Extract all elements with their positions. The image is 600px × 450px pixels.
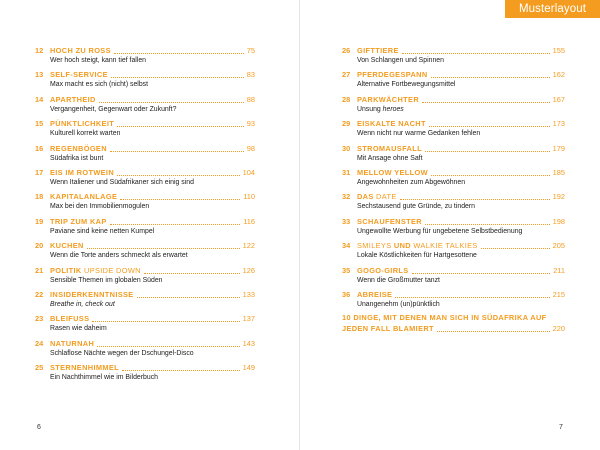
chapter-number: 17	[35, 167, 44, 177]
chapter-subtitle: Lokale Köstlichkeiten für Hartgesottene	[357, 252, 477, 260]
toc-entry[interactable]	[342, 45, 565, 69]
chapter-number: 20	[35, 241, 44, 251]
toc-entry[interactable]	[35, 216, 255, 240]
chapter-number: 26	[342, 46, 351, 55]
chapter-subtitle	[342, 105, 565, 114]
chapter-title: EIS IM ROTWEIN	[50, 167, 115, 177]
dot-leader	[431, 76, 550, 78]
special-title-line2: JEDEN FALL BLAMIERT	[342, 324, 434, 334]
page-ref: 122	[242, 241, 255, 251]
chapter-subtitle: Ungewollte Werbung für ungebetene Selbstbedienung	[357, 227, 523, 235]
toc-entry[interactable]	[35, 265, 255, 289]
chapter-subtitle: Max macht es sich (nicht) selbst	[50, 81, 149, 89]
chapter-number: 34	[342, 241, 351, 251]
chapter-number: 31	[342, 167, 351, 177]
chapter-number: 36	[342, 289, 351, 299]
page-ref: 137	[242, 314, 255, 324]
dot-leader	[110, 150, 244, 152]
chapter-title: GIFTTIERE	[357, 46, 399, 55]
dot-leader	[402, 52, 550, 54]
toc-entry[interactable]	[35, 313, 255, 337]
toc-entry[interactable]	[342, 240, 565, 264]
page-ref: 83	[246, 70, 255, 80]
chapter-number: 22	[35, 289, 44, 299]
toc-left-column	[35, 45, 255, 386]
page-ref: 198	[552, 216, 565, 226]
chapter-title: KUCHEN	[50, 241, 84, 251]
page-ref: 133	[242, 289, 255, 299]
chapter-title-bold: POLITIK	[50, 265, 82, 275]
chapter-number: 24	[35, 338, 44, 348]
dot-leader	[412, 272, 551, 274]
chapter-title-light: DATE	[373, 192, 397, 202]
toc-entry[interactable]	[35, 94, 255, 118]
chapter-title: SELF-SERVICE	[50, 70, 108, 80]
dot-leader	[400, 198, 550, 200]
chapter-number: 33	[342, 216, 351, 226]
page-ref: 155	[552, 46, 565, 55]
page-ref: 211	[553, 265, 565, 275]
page-gutter	[299, 0, 300, 450]
chapter-number: 16	[35, 143, 44, 153]
chapter-title: TRIP ZUM KAP	[50, 216, 107, 226]
chapter-subtitle: Von Schlangen und Spinnen	[357, 57, 444, 64]
chapter-title: APARTHEID	[50, 94, 96, 104]
page-ref: 205	[552, 241, 565, 251]
toc-entry-special[interactable]	[342, 313, 565, 349]
chapter-number: 13	[35, 70, 44, 80]
chapter-title: EISKALTE NACHT	[357, 119, 426, 129]
toc-entry[interactable]	[342, 191, 565, 215]
page-ref: 173	[552, 119, 565, 129]
dot-leader	[481, 247, 550, 249]
dot-leader	[87, 247, 240, 249]
dot-leader	[144, 272, 240, 274]
chapter-number: 18	[35, 192, 44, 202]
dot-leader	[122, 369, 240, 371]
chapter-subtitle: Schlaflose Nächte wegen der Dschungel-Disco	[50, 349, 194, 357]
dot-leader	[117, 125, 244, 127]
toc-entry[interactable]	[35, 240, 255, 264]
dot-leader	[395, 296, 549, 298]
dot-leader	[117, 174, 240, 176]
chapter-number: 23	[35, 314, 44, 324]
chapter-number: 12	[35, 46, 44, 55]
chapter-title	[50, 265, 141, 276]
toc-entry[interactable]	[35, 338, 255, 362]
chapter-subtitle: Mit Ansage ohne Saft	[357, 154, 423, 162]
chapter-subtitle: Wer hoch steigt, kann tief fallen	[50, 57, 147, 64]
dot-leader	[92, 320, 239, 322]
chapter-subtitle-italic: Breathe in, check out	[50, 300, 115, 308]
dot-leader	[437, 330, 550, 332]
chapter-number: 15	[35, 119, 44, 129]
toc-entry[interactable]	[342, 118, 565, 142]
page-ref: 75	[246, 46, 255, 55]
chapter-title: MELLOW YELLOW	[357, 167, 428, 177]
chapter-subtitle: Wenn die Großmutter tanzt	[357, 276, 440, 284]
page-number-right: 7	[559, 424, 563, 431]
page-ref: 98	[246, 143, 255, 153]
chapter-title: STERNENHIMMEL	[50, 363, 120, 373]
chapter-subtitle	[35, 300, 255, 309]
dot-leader	[97, 345, 240, 347]
chapter-number: 28	[342, 94, 351, 104]
toc-entry[interactable]	[342, 167, 565, 191]
chapter-subtitle: Max bei den Immobilienmogulen	[50, 203, 150, 211]
chapter-title: PÜNKTLICHKEIT	[50, 119, 115, 129]
page-ref: 220	[552, 324, 565, 334]
dot-leader	[110, 223, 241, 225]
chapter-title: GOGO-GIRLS	[357, 265, 409, 275]
toc-entry[interactable]	[35, 167, 255, 191]
chapter-subtitle: Sensible Themen im globalen Süden	[50, 276, 163, 284]
chapter-number: 29	[342, 119, 351, 129]
chapter-number: 27	[342, 70, 351, 80]
page-ref: 143	[242, 338, 255, 348]
chapter-subtitle: Wenn nicht nur warme Gedanken fehlen	[357, 130, 481, 138]
dot-leader	[431, 174, 550, 176]
special-title-line1: 10 DINGE, MIT DENEN MAN SICH IN SÜDAFRIKA AUF	[342, 313, 547, 323]
chapter-title: INSIDERKENNTNISSE	[50, 289, 134, 299]
chapter-subtitle: Rasen wie daheim	[50, 325, 107, 333]
chapter-subtitle-regular: Unsung	[357, 105, 383, 113]
toc-entry[interactable]	[35, 191, 255, 215]
chapter-title-bold: DAS	[357, 192, 374, 202]
page-ref: 215	[552, 289, 565, 299]
toc-entry[interactable]	[342, 94, 565, 118]
chapter-number: 21	[35, 265, 44, 275]
chapter-number: 14	[35, 94, 44, 104]
chapter-subtitle: Sechstausend gute Gründe, zu tindern	[357, 203, 475, 211]
toc-entry[interactable]	[342, 143, 565, 167]
chapter-subtitle: Wenn Italiener und Südafrikaner sich einig sind	[50, 178, 194, 186]
page-ref: 192	[552, 192, 565, 202]
chapter-title-light: UPSIDE DOWN	[81, 265, 141, 275]
chapter-title-bold: UND	[391, 241, 414, 251]
toc-entry[interactable]	[342, 69, 565, 93]
chapter-title: NATURNAH	[50, 338, 95, 348]
page-ref: 167	[552, 94, 565, 104]
chapter-title: STROMAUSFALL	[357, 143, 422, 153]
chapter-subtitle: Unangenehm (un)pünktlich	[357, 300, 440, 308]
chapter-title	[357, 191, 397, 202]
toc-entry[interactable]	[342, 216, 565, 240]
toc-entry[interactable]	[342, 289, 565, 313]
page-ref: 104	[242, 167, 255, 177]
chapter-number: 35	[342, 265, 351, 275]
dot-leader	[99, 101, 244, 103]
chapter-title: PARKWÄCHTER	[357, 94, 420, 104]
dot-leader	[111, 76, 244, 78]
toc-right-column	[342, 45, 565, 349]
dot-leader	[422, 101, 550, 103]
chapter-number: 19	[35, 216, 44, 226]
toc-entry[interactable]	[342, 265, 565, 289]
page-ref: 162	[552, 70, 565, 80]
page-ref: 93	[246, 119, 255, 129]
chapter-subtitle: Paviane sind keine netten Kumpel	[50, 227, 155, 235]
chapter-title: REGENBÖGEN	[50, 143, 107, 153]
chapter-title: ABREISE	[357, 289, 393, 299]
chapter-subtitle: Wenn die Torte anders schmeckt als erwartet	[50, 252, 188, 260]
toc-entry[interactable]	[35, 289, 255, 313]
dot-leader	[137, 296, 240, 298]
dot-leader	[120, 198, 240, 200]
page-ref: 185	[552, 167, 565, 177]
page-ref: 149	[242, 363, 255, 373]
chapter-title-light: SMILEYS	[357, 241, 392, 251]
toc-entry[interactable]	[35, 362, 255, 386]
chapter-subtitle-italic: heroes	[382, 105, 404, 113]
page-ref: 88	[246, 94, 255, 104]
chapter-subtitle: Südafrika ist bunt	[50, 154, 104, 162]
page-number-left: 6	[37, 424, 41, 431]
toc-entry[interactable]	[35, 69, 255, 93]
chapter-number: 25	[35, 363, 44, 373]
chapter-title: PFERDEGESPANN	[357, 70, 428, 80]
chapter-subtitle: Angewohnheiten zum Abgewöhnen	[357, 178, 466, 186]
chapter-title: SCHAUFENSTER	[357, 216, 422, 226]
dot-leader	[114, 52, 244, 54]
toc-entry[interactable]	[35, 143, 255, 167]
page-ref: 110	[243, 192, 255, 202]
chapter-subtitle: Alternative Fortbewegungsmittel	[357, 81, 456, 89]
chapter-subtitle: Ein Nachthimmel wie im Bilderbuch	[50, 374, 158, 382]
chapter-subtitle: Kulturell korrekt warten	[50, 130, 121, 138]
chapter-number: 32	[342, 192, 351, 202]
chapter-title: KAPITALANLAGE	[50, 192, 118, 202]
chapter-title: HOCH ZU ROSS	[50, 46, 111, 55]
page-ref: 179	[552, 143, 565, 153]
page-ref: 126	[242, 265, 255, 275]
chapter-title	[357, 240, 478, 251]
chapter-subtitle: Vergangenheit, Gegenwart oder Zukunft?	[50, 105, 177, 113]
toc-entry[interactable]	[35, 45, 255, 69]
dot-leader	[425, 150, 550, 152]
chapter-title-light: WALKIE TALKIES	[413, 241, 478, 251]
musterlayout-badge: Musterlayout	[505, 0, 600, 18]
dot-leader	[425, 223, 550, 225]
chapter-number: 30	[342, 143, 351, 153]
toc-entry[interactable]	[35, 118, 255, 142]
dot-leader	[429, 125, 550, 127]
chapter-title: BLEIFUSS	[50, 314, 90, 324]
page-ref: 116	[243, 216, 255, 226]
